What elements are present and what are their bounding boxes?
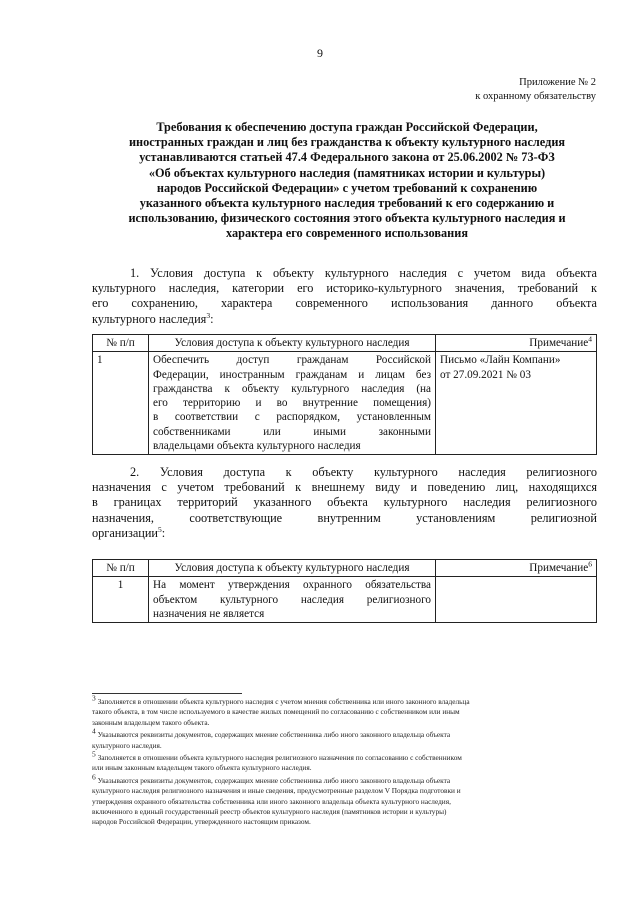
footnote-line: или иным законным владельцем такого объекта культурного наследия. <box>92 763 312 773</box>
footnotes <box>92 693 597 830</box>
footnote-line: такого объекта, в том числе используемого в качестве жилых помещений по согласованию с собственником или иным <box>92 707 460 717</box>
table-row <box>93 577 597 623</box>
footnote-5 <box>92 749 597 774</box>
paragraph-line: организации$^5$: <box>92 524 166 540</box>
footnote-line: культурного наследия. <box>92 740 162 750</box>
title-line: характера его современного использования <box>226 226 468 241</box>
header-cell-note: Примечание$^4$ <box>436 335 597 352</box>
title-line: народов Российской Федерации» с учетом требований к сохранению <box>156 180 538 195</box>
condition-line: в соответствии с распорядком, установленным <box>153 411 431 424</box>
title-line: Требования к обеспечению доступа граждан Российской Федерации, <box>156 120 538 134</box>
footnote-separator <box>92 693 242 694</box>
appendix-line-1: Приложение № 2 <box>519 77 596 88</box>
access-conditions-table-2 <box>92 559 597 623</box>
footnote-line: $^4$ Указываются реквизиты документов, содержащих мнение собственника либо иного законного владельца объекта <box>92 726 451 740</box>
header-cell-number: № п/п <box>93 560 149 577</box>
footnote-ref: 5 <box>158 524 162 534</box>
condition-line: Обеспечить доступ гражданам Российской <box>153 354 431 367</box>
paragraph-line: культурного наследия, категории его историко-культурного значения, требований к <box>92 281 597 296</box>
header-cell-note: Примечание$^6$ <box>436 560 597 577</box>
footnote-4 <box>92 726 597 751</box>
footnote-number: 3 <box>92 693 96 703</box>
condition-line: объектом культурного наследия религиозного <box>153 593 431 606</box>
footnote-line: $^5$ Заполняется в отношении объекта культурного наследия религиозного назначения по согласованию с собственником <box>92 749 462 763</box>
page-number: 9 <box>317 46 323 60</box>
footnote-3 <box>92 693 597 728</box>
row-note <box>436 577 597 623</box>
header-cell-conditions: Условия доступа к объекту культурного наследия <box>149 335 436 352</box>
row-condition <box>149 577 436 623</box>
footnote-line: законным владельцем такого объекта. <box>92 717 210 727</box>
paragraph-line: назначения с учетом требований к внешнему виду и поведению лиц, находящихся <box>92 480 597 495</box>
header-cell-number: № п/п <box>93 335 149 352</box>
footnote-number: 5 <box>92 749 96 759</box>
row-number: 1 <box>93 577 149 623</box>
paragraph-line: в границах территорий указанного объекта культурного наследия религиозного <box>92 495 597 510</box>
footnote-line: утверждения охранного обязательства собственника или иного законного владельца объекта культурного наследия, <box>92 796 451 806</box>
section-1-paragraph <box>92 266 597 327</box>
condition-line: собственниками или иными законными <box>153 425 431 438</box>
footnote-number: 6 <box>92 772 96 782</box>
row-condition <box>149 352 436 455</box>
appendix-header <box>475 76 596 104</box>
condition-line: владельцами объекта культурного наследия <box>153 440 361 453</box>
condition-line: На момент утверждения охранного обязательства <box>153 579 431 592</box>
footnote-line: $^6$ Указываются реквизиты документов, содержащих мнение собственника либо иного законного владельца объекта <box>92 772 451 785</box>
access-conditions-table-1 <box>92 334 597 455</box>
paragraph-line: его сохранению, характера современного использования данного объекта <box>92 296 597 311</box>
condition-line: Федерации, иностранным гражданам и лицам без <box>153 368 431 381</box>
footnote-line: народов Российской Федерации, утвержденного настоящим приказом. <box>92 817 311 827</box>
section-2-paragraph <box>92 465 597 541</box>
note-line: от 27.09.2021 № 03 <box>440 368 531 381</box>
footnote-ref: 6 <box>588 559 592 569</box>
title-line: иностранных граждан и лиц без гражданства к объекту культурного наследия <box>128 135 566 150</box>
footnote-6 <box>92 772 597 828</box>
title-line: указанного объекта культурного наследия требований к его содержанию и <box>139 196 555 211</box>
footnote-number: 4 <box>92 726 96 736</box>
appendix-line-2: к охранному обязательству <box>475 91 596 102</box>
table-header-row <box>93 335 597 352</box>
row-note <box>436 352 597 455</box>
title-line: «Об объектах культурного наследия (памятниках истории и культуры) <box>148 165 546 180</box>
condition-line: гражданства к объекту культурного наследия (на <box>153 382 431 395</box>
footnote-line: включенного в единый государственный реестр объектов культурного наследия (памятников истории и культуры) <box>92 807 447 817</box>
paragraph-line: назначения, соответствующие внутренним установлениям религиозной <box>92 510 597 525</box>
condition-line: назначения не является <box>153 607 265 620</box>
paragraph-line: 2. Условия доступа к объекту культурного наследия религиозного <box>130 465 597 479</box>
footnote-ref: 3 <box>206 310 211 320</box>
paragraph-line: культурного наследия$^3$: <box>92 310 214 326</box>
title-line: использованию, физического состояния этого объекта культурного наследия и <box>128 211 566 226</box>
table-row <box>93 352 597 455</box>
document-title <box>92 120 602 242</box>
paragraph-line: 1. Условия доступа к объекту культурного наследия с учетом вида объекта <box>130 266 597 280</box>
title-line: устанавливаются статьей 47.4 Федерального закона от 25.06.2002 № 73-ФЗ <box>139 150 555 165</box>
condition-line: его территорию и во внутренние помещения) <box>153 397 431 410</box>
footnote-ref: 4 <box>588 334 592 344</box>
table-header-row <box>93 560 597 577</box>
row-number: 1 <box>93 352 149 455</box>
header-cell-conditions: Условия доступа к объекту культурного наследия <box>149 560 436 577</box>
footnote-line: $^3$ Заполняется в отношении объекта культурного наследия с учетом мнения собственника или иного законного владельца <box>92 693 470 706</box>
note-line: Письмо «Лайн Компани» <box>440 354 561 367</box>
footnote-line: культурного наследия религиозного назначения и иные сведения, предусмотренные разделом V Порядка подготовки и <box>92 786 461 796</box>
